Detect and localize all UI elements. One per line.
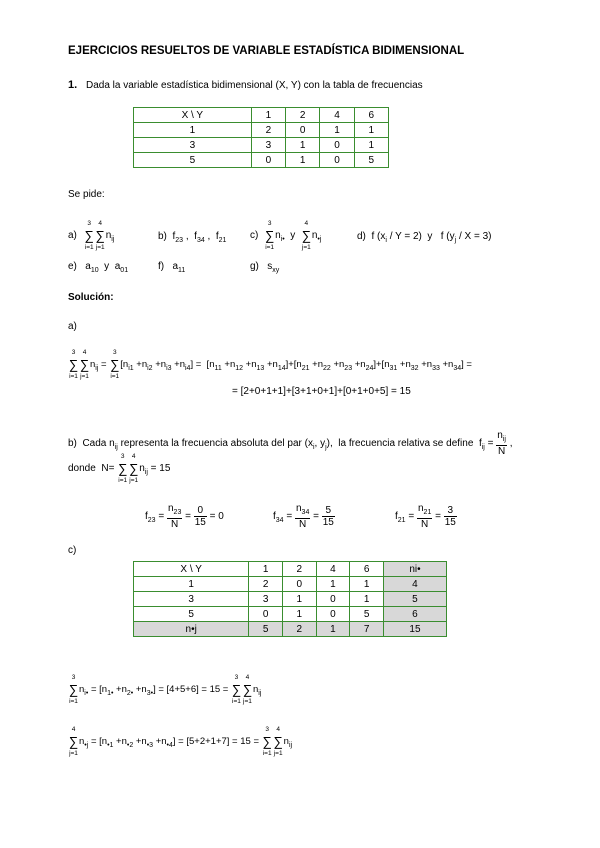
table-cell: 2 — [249, 577, 283, 592]
table-row — [134, 123, 389, 138]
solution-a-result: = [2+0+1+1]+[3+1+0+1]+[0+1+0+5] = 15 — [232, 386, 411, 397]
table-cell: 0 — [249, 607, 283, 622]
sum-icon: ∑ 3 i=1 — [262, 726, 272, 757]
sum-icon: ∑ 4 j=1 — [301, 220, 311, 251]
table-header-cell: 1 — [251, 108, 285, 123]
table-cell: 1 — [134, 577, 249, 592]
sum-icon: ∑ 4 j=1 — [68, 726, 79, 757]
solution-c-label: c) — [68, 545, 77, 556]
table-cell: 0 — [316, 592, 350, 607]
sum-icon: ∑ 4 j=1 — [273, 726, 283, 757]
table-header-cell: 2 — [283, 562, 317, 577]
table-cell: 1 — [316, 622, 350, 637]
page-title: EJERCICIOS RESUELTOS DE VARIABLE ESTADÍSTICA BIDIMENSIONAL — [68, 45, 465, 57]
table-cell: 0 — [316, 607, 350, 622]
table-cell: 0 — [286, 123, 320, 138]
table-cell: 5 — [383, 592, 446, 607]
table-header-row — [134, 562, 447, 577]
table-row — [134, 138, 389, 153]
table-cell: 1 — [354, 138, 388, 153]
table-header-cell: 1 — [249, 562, 283, 577]
sum-icon: ∑ 4 j=1 — [129, 453, 139, 484]
item-b: b) $f_{23}$ , $f_{34}$ , $f_{21}$ — [158, 231, 227, 244]
sum-icon: ∑ 3 i=1 — [264, 220, 275, 251]
table-row — [134, 153, 389, 168]
table-cell: 0 — [320, 153, 354, 168]
solution-heading: Solución: — [68, 292, 114, 303]
table-cell: 7 — [350, 622, 384, 637]
solution-a-label: a) — [68, 321, 77, 332]
solution-a-equation: ∑ 3 i=1 ∑ 4 j=1 $n_{ij}$ = ∑ 3 i=1 $[n_{i1} +n_{i2} +n_{i3} +n_{i4}] = [n_{11} +n_{12} +n_{13} +n_{14}]+[n_{21} +n_{22} +n_{23} +n_{24}]+[n_{31} +n_{32} +n_{33} +n_{34}]$ = — [68, 349, 472, 380]
table-cell: 1 — [134, 123, 252, 138]
table-cell: 4 — [383, 577, 446, 592]
table-header-cell: X \ Y — [134, 562, 249, 577]
table-cell: 6 — [383, 607, 446, 622]
sum-icon: ∑ 4 j=1 — [242, 674, 253, 705]
table-cell: 1 — [286, 138, 320, 153]
sum-icon: ∑ 4 j=1 — [79, 349, 90, 380]
solution-b-text: b) Cada $n_{ij}$ representa la frecuencia absoluta del par ($x_i$, $y_j$), la frecuencia relativa se define $f_{ij}$ = $\frac{n_{ij}}{N}$ , — [68, 430, 513, 457]
table-cell: 3 — [134, 138, 252, 153]
sum-icon: ∑ 3 i=1 — [68, 674, 79, 705]
sum-icon: ∑ 3 i=1 — [68, 349, 79, 380]
table-row — [134, 577, 447, 592]
table-header-cell: 2 — [286, 108, 320, 123]
frequency-table — [133, 107, 389, 168]
table-cell: 3 — [134, 592, 249, 607]
f21-equation: $f_{21}$ = $\frac{n_{21}}{N}$ = $\frac{3}{15}$ — [395, 503, 456, 530]
table-header-cell: X \ Y — [134, 108, 252, 123]
problem-text: Dada la variable estadística bidimensional (X, Y) con la tabla de frecuencias — [85, 80, 423, 91]
table-cell: 5 — [249, 622, 283, 637]
table-cell: 1 — [354, 123, 388, 138]
item-c: c) ∑ 3 i=1 $n_{i•}$ y ∑ 4 j=1 $n_{•j}$ — [250, 220, 322, 251]
problem-statement — [68, 79, 423, 91]
sum-icon: ∑ 4 j=1 — [95, 220, 105, 251]
sum-icon: ∑ 3 i=1 — [231, 674, 242, 705]
problem-number: 1. — [68, 79, 78, 91]
table-cell: 1 — [283, 607, 317, 622]
f23-equation: $f_{23}$ = $\frac{n_{23}}{N}$ = $\frac{0}{15}$ = 0 — [145, 503, 224, 530]
sum-icon: ∑ 3 i=1 — [110, 349, 120, 380]
se-pide-label: Se pide: — [68, 189, 105, 200]
table-header-cell: 6 — [350, 562, 384, 577]
item-e: e) $a_{10}$ y $a_{01}$ — [68, 261, 129, 274]
table-header-cell: 4 — [320, 108, 354, 123]
item-f: f) $a_{11}$ — [158, 261, 186, 274]
table-header-cell: 4 — [316, 562, 350, 577]
table-cell: 1 — [286, 153, 320, 168]
f34-equation: $f_{34}$ = $\frac{n_{34}}{N}$ = $\frac{5}{15}$ — [273, 503, 334, 530]
table-header-row — [134, 108, 389, 123]
table-cell: 5 — [350, 607, 384, 622]
table-cell: 1 — [350, 577, 384, 592]
item-g: g) $s_{xy}$ — [250, 261, 280, 274]
table-header-cell: ni• — [383, 562, 446, 577]
table-cell: 1 — [320, 123, 354, 138]
table-row — [134, 592, 447, 607]
rows-sum-equation: ∑ 3 i=1 $n_{i•} = [n_{1•} +n_{2•} +n_{3•}] = [4+5+6] = 15$ = ∑ 3 i=1 ∑ 4 j=1 $n_{ij}$ — [68, 674, 262, 705]
table-cell: 0 — [251, 153, 285, 168]
cols-sum-equation: ∑ 4 j=1 $n_{•j} = [n_{•1} +n_{•2} +n_{•3} +n_{•4}] = [5+2+1+7] = 15$ = ∑ 3 i=1 ∑ 4 j=1 $n_{ij}$ — [68, 726, 293, 757]
table-cell: 2 — [283, 622, 317, 637]
table-cell: 15 — [383, 622, 446, 637]
table-cell: 5 — [354, 153, 388, 168]
table-cell: 1 — [316, 577, 350, 592]
table-cell: 1 — [283, 592, 317, 607]
item-d: d) f $(x_i / Y = 2)$ y f $(y_j / X = 3)$ — [357, 231, 492, 244]
fraction: $\frac{n_{ij}}{N}$ — [497, 430, 506, 457]
item-a: a) ∑ 3 i=1 ∑ 4 j=1 $n_{ij}$ — [68, 220, 115, 251]
sum-icon: ∑ 3 i=1 — [118, 453, 128, 484]
table-cell: 2 — [251, 123, 285, 138]
table-cell: 0 — [320, 138, 354, 153]
table-cell: 3 — [251, 138, 285, 153]
table-cell: 3 — [249, 592, 283, 607]
table-cell: 0 — [283, 577, 317, 592]
table-cell: 5 — [134, 607, 249, 622]
table-header-cell: 6 — [354, 108, 388, 123]
marginal-table — [133, 561, 447, 637]
table-cell: 1 — [350, 592, 384, 607]
table-row — [134, 607, 447, 622]
sum-icon: ∑ 3 i=1 — [84, 220, 94, 251]
table-cell: n•j — [134, 622, 249, 637]
table-cell: 5 — [134, 153, 252, 168]
table-row — [134, 622, 447, 637]
solution-b-donde: donde N= ∑ 3 i=1 ∑ 4 j=1 $n_{ij} = 15$ — [68, 453, 171, 484]
